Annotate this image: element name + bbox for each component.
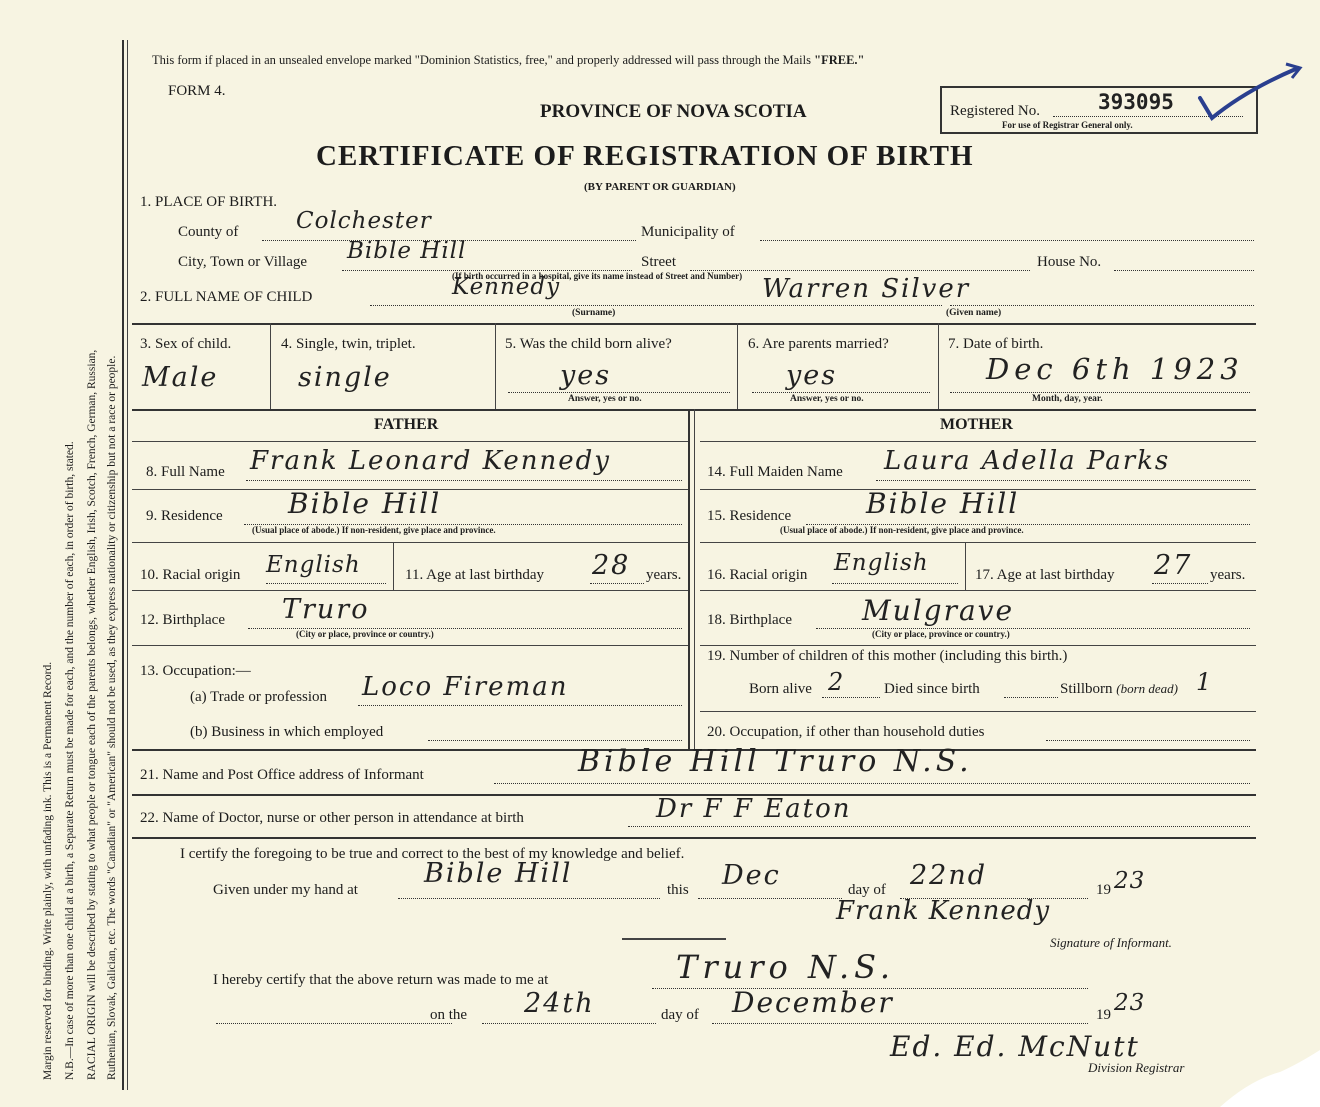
registrar-signature: Ed. Ed. McNutt: [890, 1030, 1140, 1063]
child-surname-note: (Surname): [572, 308, 616, 318]
alive-note: Answer, yes or no.: [568, 394, 642, 404]
city-value: Bible Hill: [347, 238, 467, 264]
day-of-label: day of: [848, 882, 886, 898]
father-name-value: Frank Leonard Kennedy: [250, 446, 611, 476]
given-year-suffix: 23: [1114, 868, 1146, 894]
page-subtitle: (BY PARENT OR GUARDIAN): [584, 181, 736, 193]
married-note: Answer, yes or no.: [790, 394, 864, 404]
alive-label: 5. Was the child born alive?: [505, 336, 672, 352]
form-number: FORM 4.: [168, 83, 226, 99]
mail-notice: [152, 53, 864, 68]
father-birthplace-label: 12. Birthplace: [140, 612, 225, 628]
child-given-note: (Given name): [946, 308, 1002, 318]
father-residence-value: Bible Hill: [288, 487, 442, 520]
registered-number: 393095: [1098, 90, 1174, 114]
registrar-caption: Division Registrar: [1088, 1060, 1185, 1075]
mother-name-label: 14. Full Maiden Name: [707, 464, 843, 480]
dob-label: 7. Date of birth.: [948, 336, 1044, 352]
mother-race-value: English: [834, 550, 929, 576]
alive-value: yes: [560, 360, 612, 391]
given-day: 22nd: [910, 860, 988, 891]
father-trade-label: (a) Trade or profession: [190, 689, 328, 705]
given-year-prefix: 19: [1096, 882, 1111, 898]
torn-corner-icon: [1180, 1050, 1320, 1107]
binding-line: [122, 40, 124, 1090]
stillborn-label: [1060, 681, 1178, 698]
registrar-day: 24th: [524, 988, 595, 1019]
given-place: Bible Hill: [424, 858, 573, 889]
checkmark-icon: [1196, 60, 1306, 130]
mother-name-value: Laura Adella Parks: [884, 446, 1171, 476]
page-title: CERTIFICATE OF REGISTRATION OF BIRTH: [316, 140, 974, 172]
plurality-label: 4. Single, twin, triplet.: [281, 336, 416, 352]
municipality-label: Municipality of: [641, 224, 735, 240]
father-race-label: 10. Racial origin: [140, 567, 241, 583]
married-value: yes: [786, 360, 838, 391]
margin-note-racial-origin-cont: Ruthenian, Slovak, Galician, etc. The words "Canadian" or "American" should not be used, as they express nationality or citizenship but not a race or people.: [106, 355, 118, 1080]
mother-birthplace-note: (City or place, province or country.): [872, 629, 1010, 639]
father-age-label: 11. Age at last birthday: [405, 567, 544, 583]
doctor-label: 22. Name of Doctor, nurse or other person in attendance at birth: [140, 810, 524, 826]
mother-age-value: 27: [1154, 550, 1193, 581]
binding-line-inner: [127, 40, 128, 1090]
province-heading: PROVINCE OF NOVA SCOTIA: [540, 101, 807, 122]
city-label: City, Town or Village: [178, 254, 308, 270]
given-label: Given under my hand at: [213, 882, 358, 898]
father-business-label: (b) Business in which employed: [190, 724, 384, 740]
dob-note: Month, day, year.: [1032, 394, 1103, 404]
doctor-value: Dr F F Eaton: [656, 794, 852, 824]
mother-residence-note: (Usual place of abode.) If non-resident, give place and province.: [780, 525, 1024, 535]
registrar-place: Truro N.S.: [676, 948, 896, 986]
father-years-label: years.: [646, 567, 682, 583]
child-surname-value: Kennedy: [452, 274, 561, 300]
father-birthplace-value: Truro: [282, 594, 370, 625]
county-value: Colchester: [296, 208, 432, 234]
stillborn-text: Stillborn: [1060, 681, 1113, 697]
stillborn-note: (born dead): [1116, 681, 1179, 696]
place-heading: 1. PLACE OF BIRTH.: [140, 194, 278, 210]
born-alive-value: 2: [828, 668, 846, 696]
father-name-label: 8. Full Name: [146, 464, 225, 480]
father-occupation-label: 13. Occupation:—: [140, 663, 251, 679]
margin-note-multiple-births: N.B.—In case of more than one child at a birth, a Separate Return must be made for each, and the number of each, in order of birth, stated.: [64, 441, 76, 1080]
registrar-month: December: [732, 986, 894, 1019]
informant-caption: Signature of Informant.: [1050, 935, 1172, 950]
sex-label: 3. Sex of child.: [140, 336, 232, 352]
registrar-year-prefix: 19: [1096, 1007, 1111, 1023]
mother-birthplace-value: Mulgrave: [862, 594, 1015, 627]
mother-heading: MOTHER: [940, 416, 1013, 433]
registrar-note: For use of Registrar General only.: [1002, 120, 1133, 130]
registrar-year-suffix: 23: [1114, 990, 1146, 1016]
county-label: County of: [178, 224, 239, 240]
father-residence-label: 9. Residence: [146, 508, 223, 524]
given-month: Dec: [722, 860, 781, 891]
stillborn-value: 1: [1196, 668, 1214, 696]
mail-free: "FREE.": [814, 53, 865, 67]
mother-residence-label: 15. Residence: [707, 508, 792, 524]
child-name-label: 2. FULL NAME OF CHILD: [140, 289, 313, 305]
father-age-value: 28: [592, 550, 631, 581]
informant-value: Bible Hill Truro N.S.: [578, 744, 973, 779]
mother-birthplace-label: 18. Birthplace: [707, 612, 792, 628]
married-label: 6. Are parents married?: [748, 336, 889, 352]
father-trade-value: Loco Fireman: [362, 672, 569, 702]
father-residence-note: (Usual place of abode.) If non-resident, give place and province.: [252, 525, 496, 535]
dob-value: Dec 6th 1923: [986, 352, 1244, 386]
street-label: Street: [641, 254, 676, 270]
mail-notice-text: This form if placed in an unsealed envelope marked "Dominion Statistics, free," and properly addressed will pass through the Mails: [152, 53, 811, 67]
mother-occupation-label: 20. Occupation, if other than household duties: [707, 724, 985, 740]
this-label: this: [667, 882, 689, 898]
on-the-label: on the: [430, 1007, 468, 1023]
margin-note-racial-origin: RACIAL ORIGIN will be described by stating to what people or tongue each of the parents belongs, whether English, Irish, Scotch, French, German, Russian,: [86, 349, 98, 1080]
mother-age-label: 17. Age at last birthday: [975, 567, 1115, 583]
died-label: Died since birth: [884, 681, 980, 697]
plurality-value: single: [298, 362, 392, 393]
mother-residence-value: Bible Hill: [866, 487, 1020, 520]
mother-race-label: 16. Racial origin: [707, 567, 808, 583]
registered-label: Registered No.: [950, 103, 1040, 119]
father-birthplace-note: (City or place, province or country.): [296, 629, 434, 639]
certification-statement: I certify the foregoing to be true and correct to the best of my knowledge and belief.: [180, 846, 685, 862]
born-alive-label: Born alive: [749, 681, 812, 697]
mother-children-label: 19. Number of children of this mother (including this birth.): [707, 648, 1068, 664]
informant-signature: Frank Kennedy: [836, 896, 1051, 926]
mother-years-label: years.: [1210, 567, 1246, 583]
registrar-statement: I hereby certify that the above return was made to me at: [213, 972, 549, 988]
child-given-value: Warren Silver: [762, 274, 971, 304]
informant-label: 21. Name and Post Office address of Informant: [140, 767, 424, 783]
registrar-day-of-label: day of: [661, 1007, 699, 1023]
house-label: House No.: [1037, 254, 1102, 270]
father-race-value: English: [266, 552, 361, 578]
hospital-note: (If birth occurred in a hospital, give its name instead of Street and Number): [452, 271, 743, 281]
margin-note-binding: Margin reserved for binding. Write plainly, with unfading ink. This is a Permanent Record.: [42, 661, 54, 1080]
father-heading: FATHER: [374, 416, 439, 433]
sex-value: Male: [142, 362, 219, 393]
